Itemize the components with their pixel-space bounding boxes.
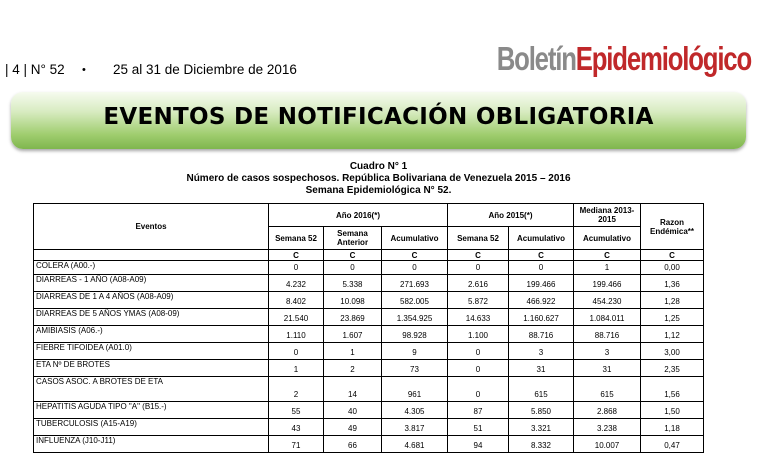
cell-semana-anterior: 40 <box>324 402 382 419</box>
unit-row <box>34 250 704 261</box>
cell-mediana: 2.868 <box>574 402 641 419</box>
cell-acumulativo-2015: 8.332 <box>509 436 574 453</box>
cell-acumulativo-2015: 466.922 <box>509 292 574 309</box>
cell-semana52: 55 <box>269 402 324 419</box>
cell-acumulativo-2015: 615 <box>509 377 574 402</box>
cell-semana-anterior: 1 <box>324 343 382 360</box>
unit-cell: C <box>382 250 448 261</box>
cell-semana-anterior: 2 <box>324 360 382 377</box>
table-row <box>34 326 704 343</box>
cell-acumulativo-2016: 3.817 <box>382 419 448 436</box>
cell-razon: 1,12 <box>641 326 704 343</box>
cell-razon: 2,35 <box>641 360 704 377</box>
cell-semana52-2015: 0 <box>448 261 509 275</box>
cell-acumulativo-2016: 4.681 <box>382 436 448 453</box>
cell-evento: CASOS ASOC. A BROTES DE ETA <box>34 377 269 402</box>
col-header-acumulativo-2016: Acumulativo <box>382 227 448 250</box>
cell-evento: TUBERCULOSIS (A15-A19) <box>34 419 269 436</box>
cell-razon: 1,25 <box>641 309 704 326</box>
cell-semana52-2015: 5.872 <box>448 292 509 309</box>
cell-acumulativo-2015: 3.321 <box>509 419 574 436</box>
cell-evento: DIARREAS DE 5 AÑOS YMAS (A08-09) <box>34 309 269 326</box>
cell-acumulativo-2015: 0 <box>509 261 574 275</box>
cell-acumulativo-2016: 1.354.925 <box>382 309 448 326</box>
cell-acumulativo-2015: 3 <box>509 343 574 360</box>
cell-razon: 0,00 <box>641 261 704 275</box>
cell-mediana: 3.238 <box>574 419 641 436</box>
table-row <box>34 292 704 309</box>
cell-acumulativo-2016: 98.928 <box>382 326 448 343</box>
section-banner <box>11 92 746 149</box>
cell-acumulativo-2016: 9 <box>382 343 448 360</box>
cell-razon: 1,18 <box>641 419 704 436</box>
col-header-acumulativo-mediana: Acumulativo <box>574 227 641 250</box>
cell-acumulativo-2016: 271.693 <box>382 275 448 292</box>
table-row <box>34 343 704 360</box>
cell-semana52: 21.540 <box>269 309 324 326</box>
cell-razon: 3,00 <box>641 343 704 360</box>
cell-mediana: 3 <box>574 343 641 360</box>
unit-cell: C <box>269 250 324 261</box>
cell-acumulativo-2016: 582.005 <box>382 292 448 309</box>
cell-semana52: 71 <box>269 436 324 453</box>
cell-semana52-2015: 1.100 <box>448 326 509 343</box>
unit-cell: C <box>641 250 704 261</box>
cell-semana52-2015: 14.633 <box>448 309 509 326</box>
unit-cell: C <box>574 250 641 261</box>
boletin-epidemiologico-logo: BoletínEpidemiológico <box>496 40 751 77</box>
unit-cell: C <box>448 250 509 261</box>
cell-semana52: 1 <box>269 360 324 377</box>
cell-acumulativo-2015: 199.466 <box>509 275 574 292</box>
cell-acumulativo-2016: 73 <box>382 360 448 377</box>
col-group-2016: Año 2016(*) <box>269 204 448 227</box>
cell-semana-anterior: 10.098 <box>324 292 382 309</box>
cell-mediana: 1.084.011 <box>574 309 641 326</box>
cell-mediana: 454.230 <box>574 292 641 309</box>
col-header-acumulativo-2015: Acumulativo <box>509 227 574 250</box>
col-header-mediana: Mediana 2013-2015 <box>574 204 641 227</box>
table-row <box>34 402 704 419</box>
cell-acumulativo-2016: 4.305 <box>382 402 448 419</box>
cell-semana52-2015: 0 <box>448 377 509 402</box>
cell-semana52-2015: 0 <box>448 343 509 360</box>
cell-evento: FIEBRE TIFOIDEA (A01.0) <box>34 343 269 360</box>
cell-semana52: 1.110 <box>269 326 324 343</box>
cell-acumulativo-2015: 88.716 <box>509 326 574 343</box>
cell-evento: DIARREAS DE 1 A 4 AÑOS (A08-A09) <box>34 292 269 309</box>
table-row <box>34 419 704 436</box>
cell-evento: COLERA (A00.-) <box>34 261 269 275</box>
table-caption-number: Cuadro N° 1 <box>349 161 408 172</box>
unit-cell-blank <box>34 250 269 261</box>
table-row <box>34 377 704 402</box>
cell-semana52-2015: 51 <box>448 419 509 436</box>
cell-mediana: 10.007 <box>574 436 641 453</box>
table-row <box>34 436 704 453</box>
cell-evento: AMIBIASIS (A06.-) <box>34 326 269 343</box>
col-header-semana52-2015: Semana 52 <box>448 227 509 250</box>
cell-mediana: 615 <box>574 377 641 402</box>
col-header-razon: Razon Endémica** <box>641 204 704 250</box>
table-caption-description: Número de casos sospechosos. República Bolivariana de Venezuela 2015 – 2016 <box>186 173 571 184</box>
bullet-separator: • <box>82 64 86 76</box>
cell-semana-anterior: 49 <box>324 419 382 436</box>
cell-semana-anterior: 5.338 <box>324 275 382 292</box>
cell-acumulativo-2015: 1.160.627 <box>509 309 574 326</box>
cell-acumulativo-2016: 961 <box>382 377 448 402</box>
cell-semana-anterior: 23.869 <box>324 309 382 326</box>
cell-semana52-2015: 2.616 <box>448 275 509 292</box>
cases-table <box>33 203 704 453</box>
cell-semana52: 2 <box>269 377 324 402</box>
cell-razon: 1,28 <box>641 292 704 309</box>
cell-acumulativo-2016: 0 <box>382 261 448 275</box>
issue-header <box>0 62 300 82</box>
cell-razon: 1,56 <box>641 377 704 402</box>
cell-semana-anterior: 0 <box>324 261 382 275</box>
cell-semana52: 0 <box>269 261 324 275</box>
cell-mediana: 199.466 <box>574 275 641 292</box>
issue-date: 25 al 31 de Diciembre de 2016 <box>113 62 297 77</box>
col-header-semana-anterior: Semana Anterior <box>324 227 382 250</box>
col-header-eventos: Eventos <box>34 204 269 250</box>
col-group-2015: Año 2015(*) <box>448 204 574 227</box>
table-row <box>34 360 704 377</box>
cell-semana-anterior: 1.607 <box>324 326 382 343</box>
cell-mediana: 1 <box>574 261 641 275</box>
cell-mediana: 31 <box>574 360 641 377</box>
cell-evento: ETA Nº DE BROTES <box>34 360 269 377</box>
cell-acumulativo-2015: 5.850 <box>509 402 574 419</box>
table-body <box>34 261 704 453</box>
cell-semana52-2015: 94 <box>448 436 509 453</box>
section-title: EVENTOS DE NOTIFICACIÓN OBLIGATORIA <box>103 104 654 130</box>
cell-semana52: 0 <box>269 343 324 360</box>
table-row <box>34 275 704 292</box>
cell-acumulativo-2015: 31 <box>509 360 574 377</box>
cell-semana52: 8.402 <box>269 292 324 309</box>
cell-evento: DIARREAS - 1 AÑO (A08-A09) <box>34 275 269 292</box>
cell-evento: INFLUENZA (J10-J11) <box>34 436 269 453</box>
cell-razon: 0,47 <box>641 436 704 453</box>
issue-number: | 4 | N° 52 <box>5 62 65 77</box>
cell-razon: 1,36 <box>641 275 704 292</box>
cell-evento: HEPATITIS AGUDA TIPO "A" (B15.-) <box>34 402 269 419</box>
cell-semana-anterior: 66 <box>324 436 382 453</box>
table-row <box>34 261 704 275</box>
cell-semana52-2015: 87 <box>448 402 509 419</box>
cell-mediana: 88.716 <box>574 326 641 343</box>
table-row <box>34 309 704 326</box>
table-caption-week: Semana Epidemiológica N° 52. <box>305 185 452 196</box>
cell-semana52: 43 <box>269 419 324 436</box>
col-header-semana52: Semana 52 <box>269 227 324 250</box>
cell-semana52-2015: 0 <box>448 360 509 377</box>
cell-razon: 1,50 <box>641 402 704 419</box>
cell-semana-anterior: 14 <box>324 377 382 402</box>
cell-semana52: 4.232 <box>269 275 324 292</box>
unit-cell: C <box>509 250 574 261</box>
unit-cell: C <box>324 250 382 261</box>
